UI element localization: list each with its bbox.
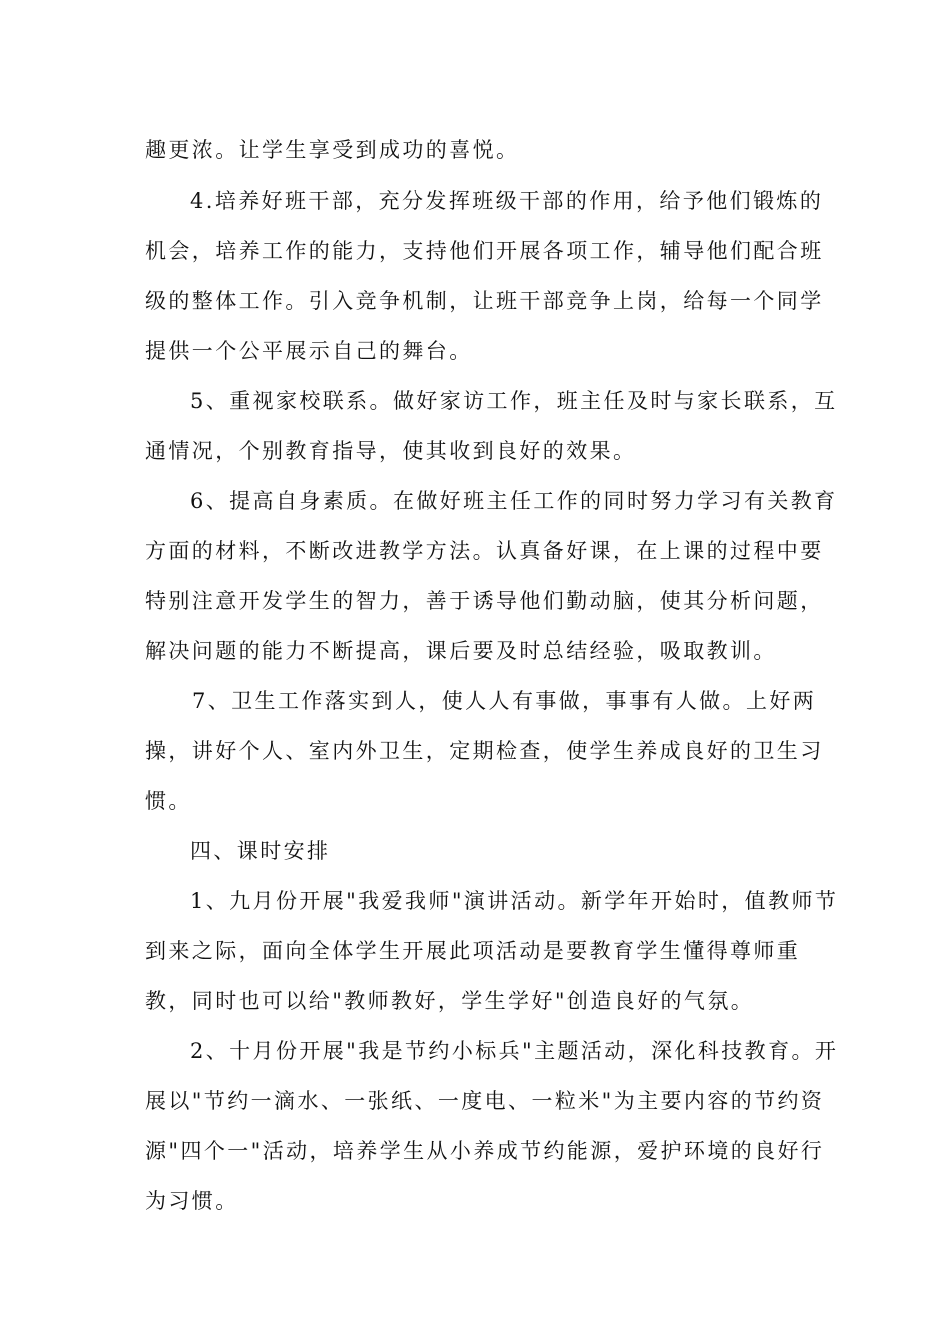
text-line: 教，同时也可以给"教师教好，学生学好"创造良好的气氛。 <box>145 989 755 1013</box>
text-line: 展以"节约一滴水、一张纸、一度电、一粒米"为主要内容的节约资 <box>145 1089 825 1113</box>
section-heading: 四、课时安排 <box>190 839 331 863</box>
text-line: 特别注意开发学生的智力，善于诱导他们勤动脑，使其分析问题， <box>145 589 824 613</box>
text-line: 源"四个一"活动，培养学生从小养成节约能源，爱护环境的良好行 <box>145 1139 825 1163</box>
text-line: 为习惯。 <box>145 1189 239 1213</box>
text-line: 7、卫生工作落实到人，使人人有事做，事事有人做。上好两 <box>192 689 817 713</box>
text-line: 操，讲好个人、室内外卫生，定期检查，使学生养成良好的卫生习 <box>145 739 824 763</box>
text-line: 2、十月份开展"我是节约小标兵"主题活动，深化科技教育。开 <box>190 1039 839 1063</box>
text-line: 机会，培养工作的能力，支持他们开展各项工作，辅导他们配合班 <box>145 239 824 263</box>
text-line: 4.培养好班干部，充分发挥班级干部的作用，给予他们锻炼的 <box>190 189 824 213</box>
text-line: 惯。 <box>145 789 192 813</box>
text-line: 6、提高自身素质。在做好班主任工作的同时努力学习有关教育 <box>190 489 838 513</box>
text-line: 到来之际，面向全体学生开展此项活动是要教育学生懂得尊师重 <box>145 939 801 963</box>
text-line: 通情况，个别教育指导，使其收到良好的效果。 <box>145 439 637 463</box>
text-line: 趣更浓。让学生享受到成功的喜悦。 <box>145 138 520 162</box>
text-line: 级的整体工作。引入竞争机制，让班干部竞争上岗，给每一个同学 <box>145 289 824 313</box>
text-line: 5、重视家校联系。做好家访工作，班主任及时与家长联系，互 <box>190 389 838 413</box>
text-line: 解决问题的能力不断提高，课后要及时总结经验，吸取教训。 <box>145 639 777 663</box>
text-line: 提供一个公平展示自己的舞台。 <box>145 339 473 363</box>
text-line: 方面的材料，不断改进教学方法。认真备好课，在上课的过程中要 <box>145 539 824 563</box>
text-line: 1、九月份开展"我爱我师"演讲活动。新学年开始时，值教师节 <box>190 889 839 913</box>
